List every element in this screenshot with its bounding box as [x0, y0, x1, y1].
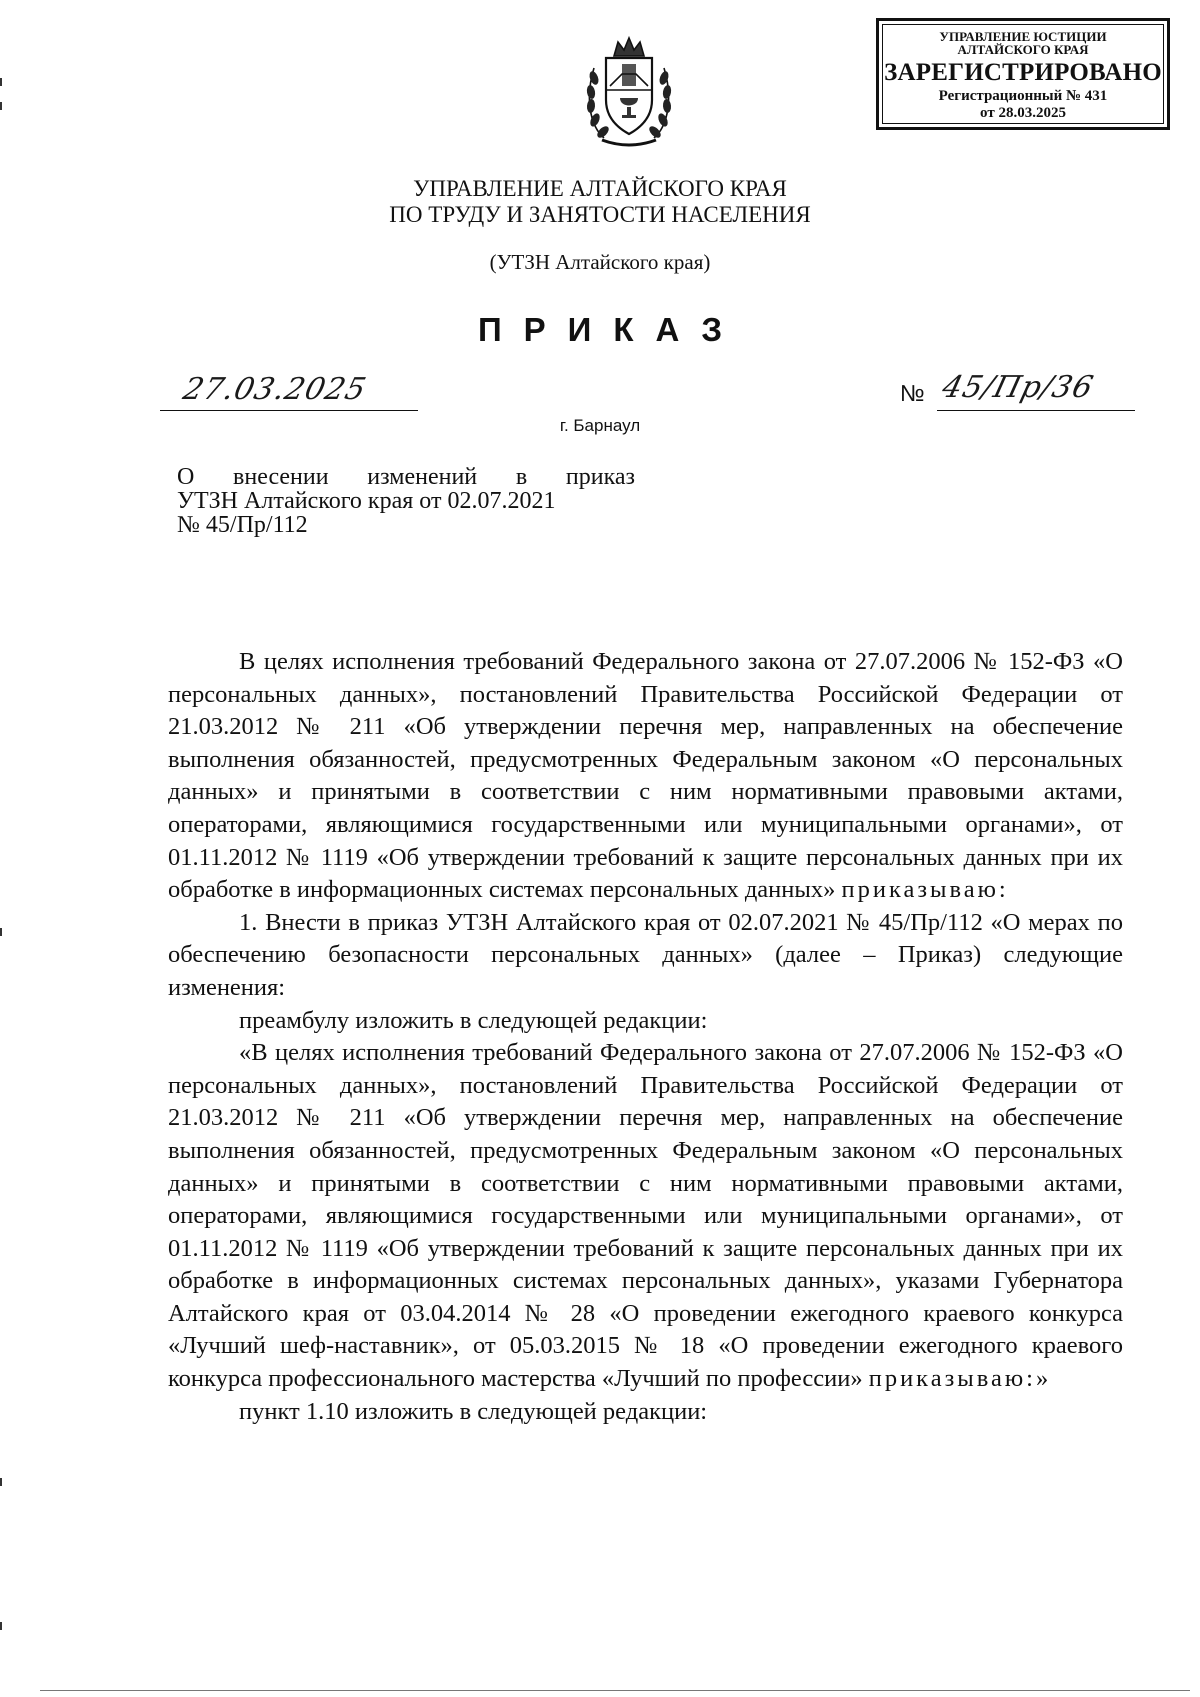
agency-short-name: (УТЗН Алтайского края)	[489, 250, 711, 274]
paragraph-preamble-text: В целях исполнения требований Федерального закона от 27.07.2006 № 152-ФЗ «О персональных данных», постановлений Правительства Российской Федерации от 21.03.2012 № 211 «Об утверждении перечня мер, направленных на обеспечение выполнения обязанностей, предусмотренных Федеральным законом «О персональных данных» и принятыми в соответствии с ним нормативными правовыми актами, операторами, являющимися государственными или муниципальными органами», от 01.11.2012 № 1119 «Об утверждении требований к защите персональных данных при их обработке в информационных системах персональных данных»	[168, 648, 1123, 904]
paragraph-item-1-10: пункт 1.10 изложить в следующей редакции:	[239, 1397, 708, 1425]
stamp-org	[883, 30, 1163, 56]
handwritten-number: 45/Пр/36	[938, 370, 1098, 405]
scan-mark	[0, 928, 2, 936]
subject-line3: № 45/Пр/112	[177, 512, 308, 538]
coat-of-arms-icon	[584, 34, 674, 150]
agency-line1: УПРАВЛЕНИЕ АЛТАЙСКОГО КРАЯ	[413, 176, 787, 201]
agency-line2: ПО ТРУДУ И ЗАНЯТОСТИ НАСЕЛЕНИЯ	[389, 202, 811, 227]
scan-mark	[0, 78, 2, 86]
stamp-reg-number: Регистрационный № 431	[938, 88, 1108, 104]
stamp-frame	[882, 24, 1164, 124]
stamp-org-line2: АЛТАЙСКОГО КРАЯ	[957, 42, 1089, 57]
date-field	[160, 370, 418, 411]
paragraph-new-preamble	[168, 1037, 1123, 1396]
subject-line1: О внесении изменений в приказ	[177, 464, 635, 490]
scan-mark	[0, 1478, 2, 1486]
paragraph-item-1: 1. Внести в приказ УТЗН Алтайского края от 02.07.2021 № 45/Пр/112 «О мерах по обеспечению безопасности персональных данных» (далее – Приказ) следующие изменения:	[168, 908, 1123, 1001]
order-word: приказываю:	[841, 876, 1009, 904]
stamp-title: ЗАРЕГИСТРИРОВАНО	[884, 59, 1162, 86]
document-subject	[177, 465, 635, 537]
subject-line2: УТЗН Алтайского края от 02.07.2021	[177, 488, 556, 514]
place: г. Барнаул	[559, 416, 641, 435]
paragraph-preamble-intro: преамбулу изложить в следующей редакции:	[239, 1006, 708, 1034]
document-body	[168, 646, 1123, 1428]
paragraph-preamble	[168, 646, 1123, 907]
stamp-reg-date: от 28.03.2025	[980, 105, 1066, 121]
number-field	[937, 370, 1135, 411]
paragraph-new-preamble-text: «В целях исполнения требований Федерального закона от 27.07.2006 № 152-ФЗ «О персональных данных», постановлений Правительства Российской Федерации от 21.03.2012 № 211 «Об утверждении перечня мер, направленных на обеспечение выполнения обязанностей, предусмотренных Федеральным законом «О персональных данных» и принятыми в соответствии с ним нормативными правовыми актами, операторами, являющимися государственными или муниципальными органами», от 01.11.2012 № 1119 «Об утверждении требований к защите персональных данных при их обработке в информационных системах персональных данных», указами Губернатора Алтайского края от 03.04.2014 № 28 «О проведении ежегодного краевого конкурса «Лучший шеф-наставник», от 05.03.2015 № 18 «О проведении ежегодного краевого конкурса профессионального мастерства «Лучший по профессии»	[168, 1039, 1123, 1393]
scan-mark	[0, 1622, 2, 1630]
scan-mark	[0, 102, 2, 110]
handwritten-date: 27.03.2025	[179, 372, 371, 407]
page-edge-line	[40, 1690, 1190, 1691]
stamp-org-line1: УПРАВЛЕНИЕ ЮСТИЦИИ	[939, 29, 1107, 44]
number-label: №	[900, 380, 925, 406]
document-type: ПРИКАЗ	[477, 311, 745, 348]
registration-stamp	[876, 18, 1170, 130]
agency-name	[300, 176, 900, 228]
order-word-quoted: приказываю:»	[868, 1365, 1052, 1393]
